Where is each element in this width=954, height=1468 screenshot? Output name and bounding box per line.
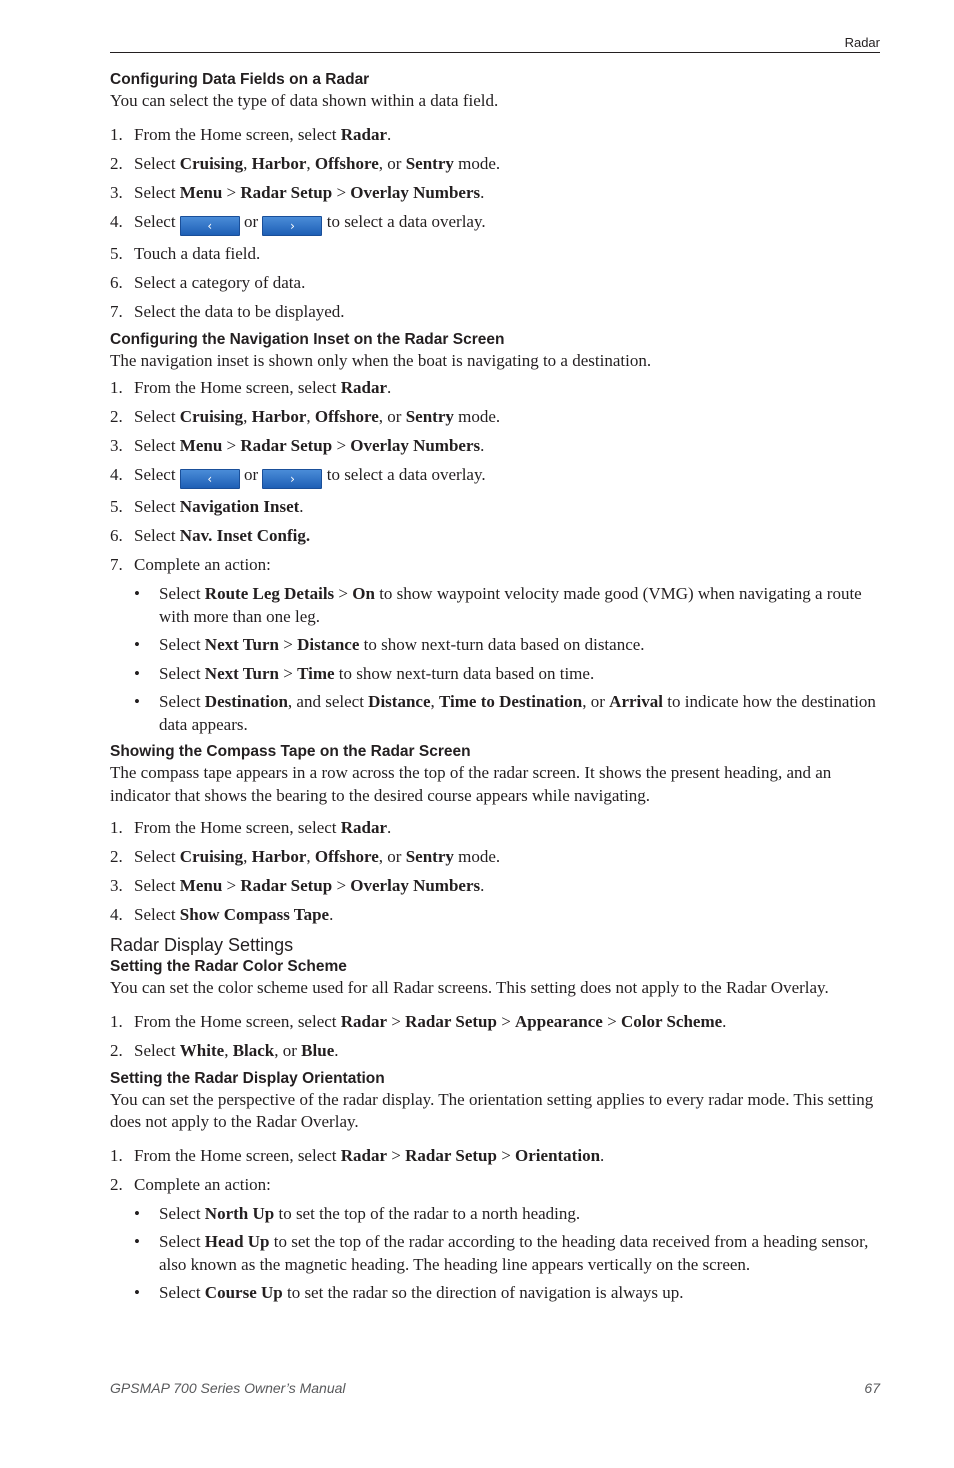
section-intro: You can set the perspective of the radar display. The orientation setting applies to every radar mode. This setting does not apply to the Radar Overlay. bbox=[110, 1089, 874, 1131]
text-fragment: • bbox=[134, 1232, 140, 1251]
section-heading-major: Radar Display Settings bbox=[110, 935, 294, 955]
text-fragment: 2. bbox=[110, 1040, 123, 1060]
section-data-fields bbox=[110, 70, 880, 323]
bold-term: Sentry bbox=[405, 407, 454, 426]
text-fragment: 5. bbox=[110, 243, 123, 263]
bold-term: Offshore bbox=[314, 847, 379, 866]
bold-term: Blue bbox=[301, 1040, 335, 1060]
text-fragment: to select a data overlay. bbox=[322, 465, 486, 484]
bold-term: Radar Setup bbox=[405, 1145, 497, 1165]
text-fragment: , bbox=[306, 153, 315, 173]
text-fragment: , or bbox=[378, 153, 406, 173]
bold-term: Destination bbox=[204, 692, 288, 711]
text-fragment: > bbox=[387, 1011, 406, 1031]
steps-list bbox=[110, 817, 880, 926]
text-fragment: 5. bbox=[110, 497, 123, 516]
text-fragment: . bbox=[334, 1040, 339, 1060]
bold-term: Navigation Inset bbox=[179, 497, 300, 516]
step bbox=[110, 243, 880, 265]
step bbox=[110, 435, 880, 457]
text-fragment: . bbox=[329, 905, 334, 924]
text-fragment: • bbox=[134, 1283, 140, 1302]
list-item bbox=[110, 583, 880, 628]
text-fragment: > bbox=[602, 1011, 621, 1031]
text-fragment: mode. bbox=[453, 847, 501, 866]
text-fragment: > bbox=[222, 876, 241, 895]
bold-term: Orientation bbox=[515, 1145, 601, 1165]
bold-term: Offshore bbox=[314, 407, 379, 426]
text-fragment: 1. bbox=[110, 1011, 123, 1031]
bold-term: Sentry bbox=[405, 153, 454, 173]
bold-term: Overlay Numbers bbox=[350, 876, 481, 895]
text-fragment: 1. bbox=[110, 1145, 123, 1165]
chevron-left-icon: ‹ bbox=[180, 216, 240, 236]
section-intro: You can select the type of data shown within a data field. bbox=[110, 91, 499, 110]
bold-term: Menu bbox=[179, 182, 223, 202]
text-fragment: . bbox=[480, 876, 485, 895]
list-item bbox=[110, 1203, 880, 1226]
text-fragment: From the Home screen, select bbox=[134, 818, 341, 837]
step bbox=[110, 875, 880, 897]
bullet-list bbox=[110, 583, 880, 736]
text-fragment: > bbox=[332, 436, 351, 455]
text-fragment: , bbox=[306, 847, 315, 866]
bold-term: Overlay Numbers bbox=[350, 436, 481, 455]
text-fragment: Select bbox=[134, 876, 180, 895]
header-rule bbox=[110, 52, 880, 53]
text-fragment: 6. bbox=[110, 272, 123, 292]
section-orientation bbox=[110, 1069, 880, 1305]
text-fragment: Select bbox=[159, 692, 205, 711]
text-fragment: 2. bbox=[110, 407, 123, 426]
text-fragment: Select bbox=[134, 497, 180, 516]
step bbox=[110, 1174, 880, 1196]
text-fragment: Select bbox=[159, 663, 205, 683]
section-intro: The navigation inset is shown only when the boat is navigating to a destination. bbox=[110, 350, 652, 370]
text-fragment: mode. bbox=[453, 407, 501, 426]
section-heading: Setting the Radar Display Orientation bbox=[110, 1069, 385, 1087]
text-fragment: Select bbox=[159, 1232, 205, 1251]
text-fragment: , bbox=[224, 1040, 233, 1060]
text-fragment: > bbox=[278, 663, 298, 683]
text-fragment: Select bbox=[134, 905, 180, 924]
text-fragment: From the Home screen, select bbox=[134, 1011, 341, 1031]
text-fragment: > bbox=[278, 635, 298, 654]
step bbox=[110, 1040, 880, 1062]
text-fragment: , bbox=[306, 407, 315, 426]
bold-term: Cruising bbox=[179, 407, 244, 426]
section-heading: Showing the Compass Tape on the Radar Screen bbox=[110, 743, 471, 760]
text-fragment: > bbox=[387, 1145, 406, 1165]
text-fragment: Select bbox=[159, 1283, 205, 1302]
text-fragment: 4. bbox=[110, 465, 123, 484]
text-fragment: , and select bbox=[287, 692, 369, 711]
text-fragment: > bbox=[222, 436, 241, 455]
text-fragment: 2. bbox=[110, 1174, 123, 1194]
text-fragment: Select bbox=[159, 635, 205, 654]
text-fragment: From the Home screen, select bbox=[134, 1145, 341, 1165]
text-fragment: 1. bbox=[110, 818, 123, 837]
text-fragment: 7. bbox=[110, 301, 123, 321]
text-fragment: or bbox=[239, 211, 263, 231]
step bbox=[110, 817, 880, 839]
bold-term: Radar bbox=[340, 1145, 388, 1165]
text-fragment: • bbox=[134, 1203, 140, 1223]
text-fragment: 4. bbox=[110, 905, 123, 924]
bold-term: Radar bbox=[340, 1011, 388, 1031]
text-fragment: , bbox=[430, 692, 439, 711]
step bbox=[110, 904, 880, 926]
bold-term: Radar Setup bbox=[405, 1011, 497, 1031]
section-intro: The compass tape appears in a row across the top of the radar screen. It shows the present heading, and an indicator that shows the bearing to the desired course appears while navigating. bbox=[110, 763, 832, 805]
list-item bbox=[110, 1282, 880, 1305]
text-fragment: 3. bbox=[110, 876, 123, 895]
section-navigation-inset bbox=[110, 330, 880, 737]
text-fragment: Select the data to be displayed. bbox=[134, 301, 345, 321]
text-fragment: > bbox=[332, 182, 351, 202]
section-compass-tape bbox=[110, 742, 880, 926]
bold-term: Radar bbox=[340, 378, 388, 397]
bold-term: Color Scheme bbox=[620, 1011, 723, 1031]
text-fragment: , or bbox=[274, 1040, 302, 1060]
step bbox=[110, 211, 880, 236]
text-fragment: Select bbox=[159, 1203, 205, 1223]
text-fragment: 2. bbox=[110, 847, 123, 866]
bold-term: Distance bbox=[368, 692, 431, 711]
text-fragment: • bbox=[134, 635, 140, 654]
bold-term: Radar Setup bbox=[240, 182, 333, 202]
section-heading: Configuring Data Fields on a Radar bbox=[110, 71, 370, 88]
section-heading: Setting the Radar Color Scheme bbox=[110, 958, 347, 975]
text-fragment: . bbox=[600, 1145, 605, 1165]
bold-term: Harbor bbox=[251, 847, 307, 866]
bold-term: Distance bbox=[297, 635, 360, 654]
text-fragment: 1. bbox=[110, 378, 123, 397]
bold-term: Menu bbox=[179, 436, 223, 455]
text-fragment: . bbox=[387, 124, 392, 144]
bold-term: Radar bbox=[340, 818, 388, 837]
footer-manual-title: GPSMAP 700 Series Owner’s Manual bbox=[110, 1380, 346, 1396]
list-item bbox=[110, 691, 880, 736]
bold-term: Radar bbox=[340, 124, 388, 144]
bold-term: Next Turn bbox=[204, 635, 279, 654]
step bbox=[110, 272, 880, 294]
step bbox=[110, 124, 880, 146]
text-fragment: Complete an action: bbox=[134, 1174, 271, 1194]
text-fragment: 3. bbox=[110, 182, 123, 202]
text-fragment: to show next-turn data based on time. bbox=[334, 663, 595, 683]
text-fragment: to set the radar so the direction of navigation is always up. bbox=[282, 1283, 684, 1302]
step bbox=[110, 1145, 880, 1167]
text-fragment: Select bbox=[159, 584, 205, 603]
text-fragment: to show waypoint velocity made good (VMG) when navigating a route with more than one leg. bbox=[159, 584, 862, 626]
list-item bbox=[110, 1231, 880, 1276]
text-fragment: Select bbox=[134, 436, 180, 455]
text-fragment: From the Home screen, select bbox=[134, 378, 341, 397]
chevron-right-icon: › bbox=[262, 469, 322, 489]
step bbox=[110, 496, 880, 518]
bold-term: Next Turn bbox=[204, 663, 279, 683]
step bbox=[110, 301, 880, 323]
section-heading: Configuring the Navigation Inset on the Radar Screen bbox=[110, 330, 505, 348]
list-item bbox=[110, 634, 880, 657]
step bbox=[110, 525, 880, 547]
bold-term: North Up bbox=[204, 1203, 275, 1223]
text-fragment: . bbox=[387, 818, 392, 837]
text-fragment: , bbox=[243, 847, 252, 866]
chevron-right-icon: › bbox=[262, 216, 322, 236]
bold-term: Route Leg Details bbox=[204, 584, 335, 603]
text-fragment: or bbox=[239, 465, 263, 484]
text-fragment: . bbox=[299, 497, 304, 516]
text-fragment: Select bbox=[134, 1040, 180, 1060]
text-fragment: . bbox=[387, 378, 392, 397]
step bbox=[110, 846, 880, 868]
bold-term: Radar Setup bbox=[240, 876, 333, 895]
text-fragment: From the Home screen, select bbox=[134, 124, 341, 144]
bold-term: Offshore bbox=[314, 153, 379, 173]
text-fragment: Select a category of data. bbox=[134, 272, 306, 292]
bold-term: Cruising bbox=[179, 847, 244, 866]
text-fragment: 1. bbox=[110, 124, 123, 144]
running-head: Radar bbox=[844, 35, 880, 50]
bold-term: Time bbox=[297, 663, 335, 683]
bold-term: Menu bbox=[179, 876, 223, 895]
bold-term: Harbor bbox=[251, 153, 307, 173]
text-fragment: . bbox=[722, 1011, 727, 1031]
steps-list bbox=[110, 1145, 880, 1196]
text-fragment: Select bbox=[134, 211, 180, 231]
text-fragment: 3. bbox=[110, 436, 123, 455]
text-fragment: , bbox=[243, 153, 252, 173]
text-fragment: Complete an action: bbox=[134, 555, 271, 574]
text-fragment: . bbox=[480, 436, 485, 455]
bold-term: Appearance bbox=[515, 1011, 603, 1031]
text-fragment: to show next-turn data based on distance. bbox=[359, 635, 645, 654]
step bbox=[110, 464, 880, 489]
section-color-scheme bbox=[110, 957, 880, 1062]
text-fragment: to set the top of the radar according to the heading data received from a heading sensor, also known as the magnetic heading. The heading line appears vertically on the screen. bbox=[159, 1232, 869, 1274]
text-fragment: • bbox=[134, 692, 140, 711]
bold-term: Sentry bbox=[405, 847, 454, 866]
bold-term: Harbor bbox=[251, 407, 307, 426]
bold-term: On bbox=[352, 584, 375, 603]
text-fragment: , or bbox=[378, 407, 406, 426]
page-content bbox=[110, 70, 880, 1311]
text-fragment: . bbox=[480, 182, 485, 202]
step bbox=[110, 377, 880, 399]
bullet-list bbox=[110, 1203, 880, 1305]
bold-term: Time to Destination bbox=[439, 692, 583, 711]
text-fragment: Select bbox=[134, 407, 180, 426]
text-fragment: > bbox=[332, 876, 351, 895]
bold-term: Course Up bbox=[204, 1283, 283, 1302]
bold-term: Head Up bbox=[204, 1232, 270, 1251]
text-fragment: 7. bbox=[110, 555, 123, 574]
text-fragment: , or bbox=[378, 847, 406, 866]
text-fragment: to set the top of the radar to a north heading. bbox=[274, 1203, 581, 1223]
step bbox=[110, 153, 880, 175]
step bbox=[110, 406, 880, 428]
step bbox=[110, 554, 880, 576]
text-fragment: 6. bbox=[110, 526, 123, 545]
text-fragment: to select a data overlay. bbox=[322, 211, 486, 231]
text-fragment: mode. bbox=[453, 153, 501, 173]
bold-term: Radar Setup bbox=[240, 436, 333, 455]
section-intro: You can set the color scheme used for all Radar screens. This setting does not apply to the Radar Overlay. bbox=[110, 978, 829, 997]
text-fragment: > bbox=[496, 1011, 516, 1031]
step bbox=[110, 1011, 880, 1033]
steps-list bbox=[110, 124, 880, 323]
bold-term: Show Compass Tape bbox=[179, 905, 330, 924]
text-fragment: > bbox=[496, 1145, 516, 1165]
list-item bbox=[110, 663, 880, 686]
bold-term: Nav. Inset Config. bbox=[179, 526, 311, 545]
bold-term: Cruising bbox=[179, 153, 244, 173]
bold-term: Arrival bbox=[609, 692, 663, 711]
steps-list bbox=[110, 377, 880, 576]
text-fragment: Select bbox=[134, 465, 180, 484]
text-fragment: > bbox=[334, 584, 353, 603]
text-fragment: • bbox=[134, 663, 140, 683]
text-fragment: Select bbox=[134, 847, 180, 866]
bold-term: Overlay Numbers bbox=[350, 182, 481, 202]
text-fragment: 2. bbox=[110, 153, 123, 173]
bold-term: Black bbox=[232, 1040, 275, 1060]
text-fragment: , bbox=[243, 407, 252, 426]
text-fragment: 4. bbox=[110, 211, 123, 231]
text-fragment: Select bbox=[134, 153, 180, 173]
text-fragment: Touch a data field. bbox=[134, 243, 261, 263]
step bbox=[110, 182, 880, 204]
chevron-left-icon: ‹ bbox=[180, 469, 240, 489]
bold-term: White bbox=[179, 1040, 225, 1060]
text-fragment: Select bbox=[134, 182, 180, 202]
text-fragment: Select bbox=[134, 526, 180, 545]
text-fragment: , or bbox=[582, 692, 610, 711]
text-fragment: to indicate how the destination data appears. bbox=[159, 692, 876, 734]
text-fragment: > bbox=[222, 182, 241, 202]
steps-list bbox=[110, 1011, 880, 1062]
page-number: 67 bbox=[864, 1380, 880, 1396]
text-fragment: • bbox=[134, 584, 140, 603]
